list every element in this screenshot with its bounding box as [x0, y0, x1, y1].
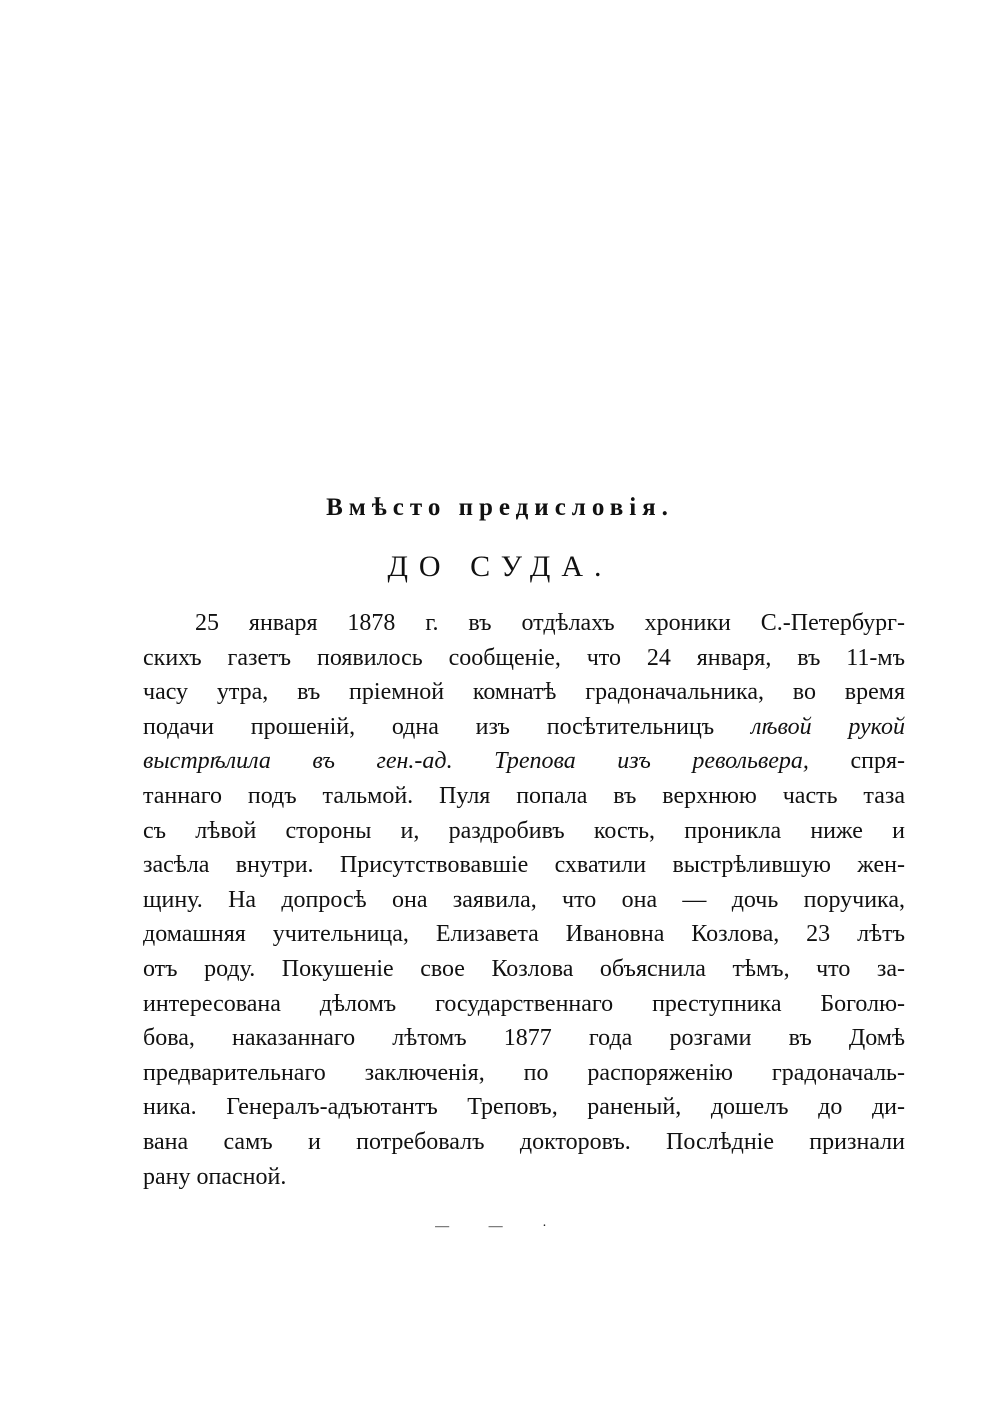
- text-line: ника. Генералъ-адъютантъ Треповъ, раненый, дошелъ до ди-: [143, 1094, 905, 1121]
- text-line: предварительнаго заключенія, по распоряженію градоначаль-: [143, 1059, 905, 1086]
- text-line: часу утра, въ пріемной комнатѣ градоначальника, во время: [143, 679, 905, 706]
- body-paragraph: [143, 606, 905, 1194]
- section-title: ДО СУДА.: [387, 550, 613, 583]
- text-line-last: рану опасной.: [143, 1163, 287, 1190]
- text-plain: подачи прошеній, одна изъ посѣтительницъ: [143, 713, 715, 740]
- text-line: отъ роду. Покушеніе свое Козлова объяснила тѣмъ, что за-: [143, 955, 905, 982]
- text-line: таннаго подъ тальмой. Пуля попала въ верхнюю часть таза: [143, 782, 905, 809]
- section-separator: — — ·: [435, 1219, 565, 1234]
- text-line: засѣла внутри. Присутствовавшіе схватили выстрѣлившую жен-: [143, 852, 905, 879]
- text-line-with-italic: [143, 710, 905, 745]
- text-line: съ лѣвой стороны и, раздробивъ кость, проникла ниже и: [143, 817, 905, 844]
- text-italic: выстрѣлила въ ген.-ад. Трепова изъ револьвера,: [143, 748, 809, 775]
- text-line: щину. На допросѣ она заявила, что она — дочь поручика,: [143, 886, 905, 913]
- text-line: скихъ газетъ появилось сообщеніе, что 24 января, въ 11-мъ: [143, 644, 905, 671]
- text-plain: спря-: [850, 748, 905, 775]
- text-italic: лѣвой рукой: [751, 713, 905, 740]
- preface-title: Вмѣсто предисловія.: [326, 494, 674, 521]
- text-line: домашняя учительница, Елизавета Ивановна Козлова, 23 лѣтъ: [143, 921, 905, 948]
- text-line-with-italic: [143, 744, 905, 779]
- text-line: 25 января 1878 г. въ отдѣлахъ хроники С.-Петербург-: [195, 610, 905, 636]
- text-line: бова, наказаннаго лѣтомъ 1877 года розгами въ Домѣ: [143, 1025, 905, 1052]
- text-line: вана самъ и потребовалъ докторовъ. Послѣдніе признали: [143, 1128, 905, 1155]
- text-line: интересована дѣломъ государственнаго преступника Боголю-: [143, 990, 905, 1017]
